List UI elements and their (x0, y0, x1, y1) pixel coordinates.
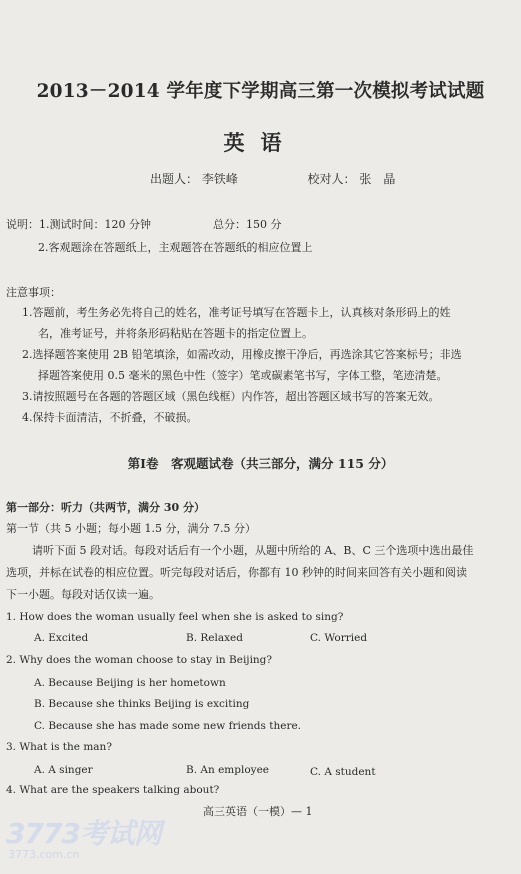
question-2-option-c: C. Because she has made some new friends there. (34, 720, 302, 732)
section-heading: 第Ⅰ卷 客观题试卷（共三部分，满分 115 分） (127, 456, 394, 471)
question-3-option-a: A. A singer (34, 764, 93, 776)
exam-title: 2013－2014 学年度下学期高三第一次模拟考试试题 (36, 81, 485, 102)
watermark-main-text: 3773考试网 (6, 817, 161, 850)
instruction-line: 选项，并标在试卷的相应位置。听完每段对话后，你都有 10 秒钟的时间来回答有关小题和阅读 (6, 566, 467, 579)
instruction-line: 下一小题。每段对话仅读一遍。 (6, 588, 160, 601)
author-name: 李铁峰 (201, 172, 238, 186)
watermark-url: 3773.com.cn (8, 848, 80, 861)
question-1-option-c: C. Worried (310, 632, 368, 644)
test-time: 说明：1.测试时间：120 分钟 (6, 218, 151, 231)
subsection-heading: 第一节（共 5 小题；每小题 1.5 分，满分 7.5 分） (6, 522, 256, 535)
question-4-stem: 4. What are the speakers talking about? (6, 784, 220, 796)
reviewer-name: 张 晶 (359, 172, 396, 186)
question-2-stem: 2. Why does the woman choose to stay in Beijing? (6, 654, 273, 666)
question-3-option-b: B. An employee (186, 764, 270, 776)
subject-title: 英语 (223, 130, 298, 155)
page-footer: 高三英语（一模）— 1 (203, 805, 313, 818)
question-1-option-a: A. Excited (34, 632, 89, 644)
notes-line: 4.保持卡面清洁，不折叠，不破损。 (22, 411, 198, 424)
question-3-option-c: C. A student (310, 766, 376, 778)
question-1-option-b: B. Relaxed (186, 632, 243, 644)
notes-line: 2.选择题答案使用 2B 铅笔填涂，如需改动，用橡皮擦干净后，再选涂其它答案标号；非选 (22, 348, 462, 361)
notes-line: 择题答案使用 0.5 毫米的黑色中性（签字）笔或碳素笔书写，字体工整，笔迹清楚。 (38, 369, 448, 382)
part-heading: 第一部分：听力（共两节，满分 30 分） (6, 501, 205, 514)
info-line-2: 2.客观题涂在答题纸上，主观题答在答题纸的相应位置上 (38, 241, 313, 254)
reviewer-label: 校对人： (307, 172, 356, 186)
instruction-line: 请听下面 5 段对话。每段对话后有一个小题，从题中所给的 A、B、C 三个选项中选出最佳 (32, 544, 474, 557)
notes-line: 3.请按照题号在各题的答题区域（黑色线框）内作答，超出答题区域书写的答案无效。 (22, 390, 440, 403)
notes-heading: 注意事项： (6, 286, 61, 299)
author-label: 出题人： (150, 172, 199, 186)
author-line (150, 173, 395, 185)
total-score: 总分：150 分 (213, 218, 282, 231)
question-2-option-b: B. Because she thinks Beijing is exciting (34, 698, 250, 710)
notes-line: 1.答题前，考生务必先将自己的姓名，准考证号填写在答题卡上，认真核对条形码上的姓 (22, 306, 451, 319)
question-2-option-a: A. Because Beijing is her hometown (34, 677, 226, 689)
question-1-stem: 1. How does the woman usually feel when she is asked to sing? (6, 611, 344, 623)
notes-line: 名，准考证号，并将条形码粘贴在答题卡的指定位置上。 (38, 327, 313, 340)
question-3-stem: 3. What is the man? (6, 741, 112, 753)
